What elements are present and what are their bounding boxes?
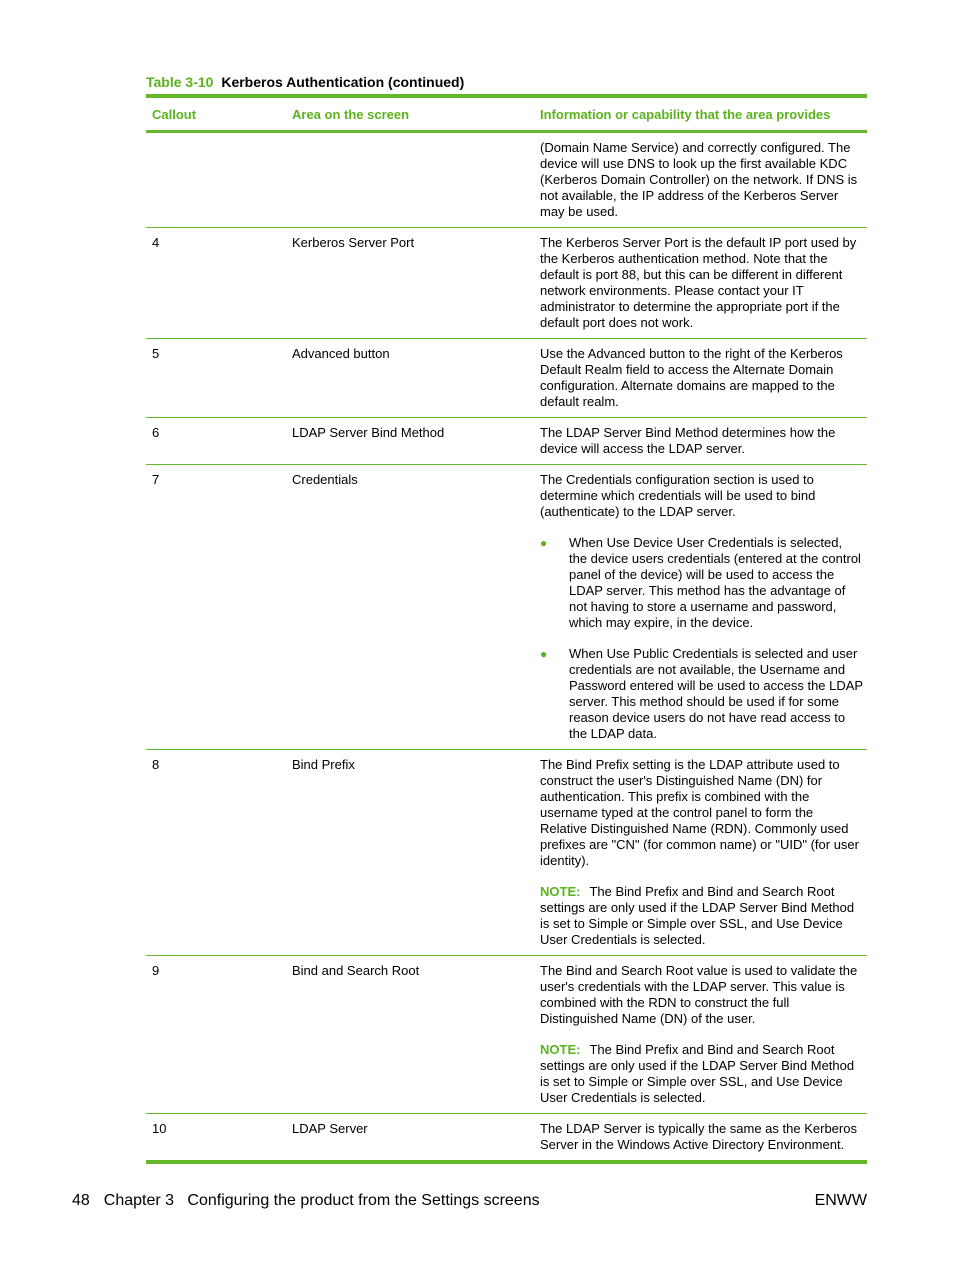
- callout-cell: [146, 133, 286, 227]
- info-text: The Kerberos Server Port is the default IP port used by the Kerberos authentication method. Note that the default is port 88, but this can be different in different network environments. Please contact your IT administrator to determine the appropriate port if the default port does not work.: [540, 235, 857, 330]
- table-row: [146, 133, 867, 227]
- page-footer: [72, 1192, 867, 1210]
- note-label: NOTE:: [540, 884, 581, 899]
- table-row: [146, 418, 867, 464]
- area-cell: Credentials: [292, 472, 358, 487]
- callout-cell: 6: [152, 425, 160, 440]
- bullet-text: When Use Device User Credentials is selected, the device users credentials (entered at the control panel of the device) will be used to access the LDAP server. This method has the advantage of not having to store a username and password, which may expire, in the device.: [569, 535, 861, 630]
- table-row: [146, 750, 867, 955]
- info-text: (Domain Name Service) and correctly configured. The device will use DNS to look up the first available KDC (Kerberos Domain Controller) on the network. If DNS is not available, the IP address of the Kerberos Server may be used.: [540, 140, 858, 219]
- table-row: [146, 228, 867, 338]
- table-row: [146, 339, 867, 417]
- note: [540, 884, 863, 948]
- area-cell: LDAP Server: [292, 1121, 368, 1136]
- info-cell: [533, 133, 867, 227]
- info-text: The LDAP Server is typically the same as the Kerberos Server in the Windows Active Directory Environment.: [540, 1121, 857, 1152]
- bullet-icon: ●: [540, 536, 548, 550]
- area-cell: Kerberos Server Port: [292, 235, 415, 250]
- chapter-title: Chapter 3 Configuring the product from the Settings screens: [103, 1192, 540, 1209]
- note: [540, 1042, 863, 1106]
- callout-cell: 7: [152, 472, 160, 487]
- table-header-row: [146, 98, 867, 130]
- info-cell: [533, 228, 867, 338]
- info-cell: [533, 750, 867, 955]
- note-text: The Bind Prefix and Bind and Search Root settings are only used if the LDAP Server Bind Method is set to Simple or Simple over SSL, and Use Device User Credentials is selected.: [540, 884, 855, 947]
- note-label: NOTE:: [540, 1042, 581, 1057]
- footer-right: ENWW: [814, 1192, 867, 1209]
- area-cell: Bind and Search Root: [292, 963, 420, 978]
- callout-cell: 4: [152, 235, 160, 250]
- header-area: Area on the screen: [292, 106, 410, 122]
- info-text: Use the Advanced button to the right of the Kerberos Default Realm field to access the Alternate Domain configuration. Alternate domains are mapped to the default realm.: [540, 346, 843, 409]
- table-caption: [146, 74, 464, 90]
- header-callout: Callout: [152, 106, 197, 122]
- bullet-item: [540, 646, 863, 742]
- area-cell: Advanced button: [292, 346, 390, 361]
- info-text: The Credentials configuration section is used to determine which credentials will be used to bind (authenticate) to the LDAP server.: [540, 472, 816, 519]
- bullet-icon: ●: [540, 647, 548, 661]
- info-cell: [533, 956, 867, 1113]
- callout-cell: 8: [152, 757, 160, 772]
- footer-left: [72, 1192, 554, 1210]
- table-row: [146, 465, 867, 749]
- table-number: Table 3-10: [146, 74, 214, 90]
- callout-cell: 10: [152, 1121, 167, 1136]
- bullet-item: [540, 535, 863, 631]
- area-cell: [286, 133, 533, 227]
- area-cell: LDAP Server Bind Method: [292, 425, 445, 440]
- kerberos-table: [146, 94, 867, 1164]
- table-row: [146, 956, 867, 1113]
- header-info: Information or capability that the area provides: [540, 106, 831, 122]
- table-row: [146, 1114, 867, 1160]
- callout-cell: 9: [152, 963, 160, 978]
- info-text: The Bind and Search Root value is used to validate the user's credentials with the LDAP server. This value is combined with the RDN to construct the full Distinguished Name (DN) of the user.: [540, 963, 858, 1026]
- page-number: 48: [72, 1192, 90, 1209]
- info-cell: [533, 418, 867, 464]
- info-cell: [533, 339, 867, 417]
- info-text: The LDAP Server Bind Method determines how the device will access the LDAP server.: [540, 425, 836, 456]
- info-text: The Bind Prefix setting is the LDAP attribute used to construct the user's Distinguished Name (DN) for authentication. This prefix is combined with the username typed at the control panel to form the Relative Distinguished Name (RDN). Commonly used prefixes are "CN" (for common name) or "UID" (for user identity).: [540, 757, 859, 868]
- table-bottom-rule: [146, 1160, 867, 1164]
- bullet-text: When Use Public Credentials is selected and user credentials are not available, the Username and Password entered will be used to access the LDAP server. This method should be used if for some reason device users do not have read access to the LDAP data.: [569, 646, 863, 741]
- area-cell: Bind Prefix: [292, 757, 355, 772]
- info-cell: [533, 465, 867, 749]
- callout-cell: 5: [152, 346, 160, 361]
- table-title: Kerberos Authentication (continued): [221, 74, 465, 90]
- info-cell: [533, 1114, 867, 1160]
- note-text: The Bind Prefix and Bind and Search Root settings are only used if the LDAP Server Bind Method is set to Simple or Simple over SSL, and Use Device User Credentials is selected.: [540, 1042, 855, 1105]
